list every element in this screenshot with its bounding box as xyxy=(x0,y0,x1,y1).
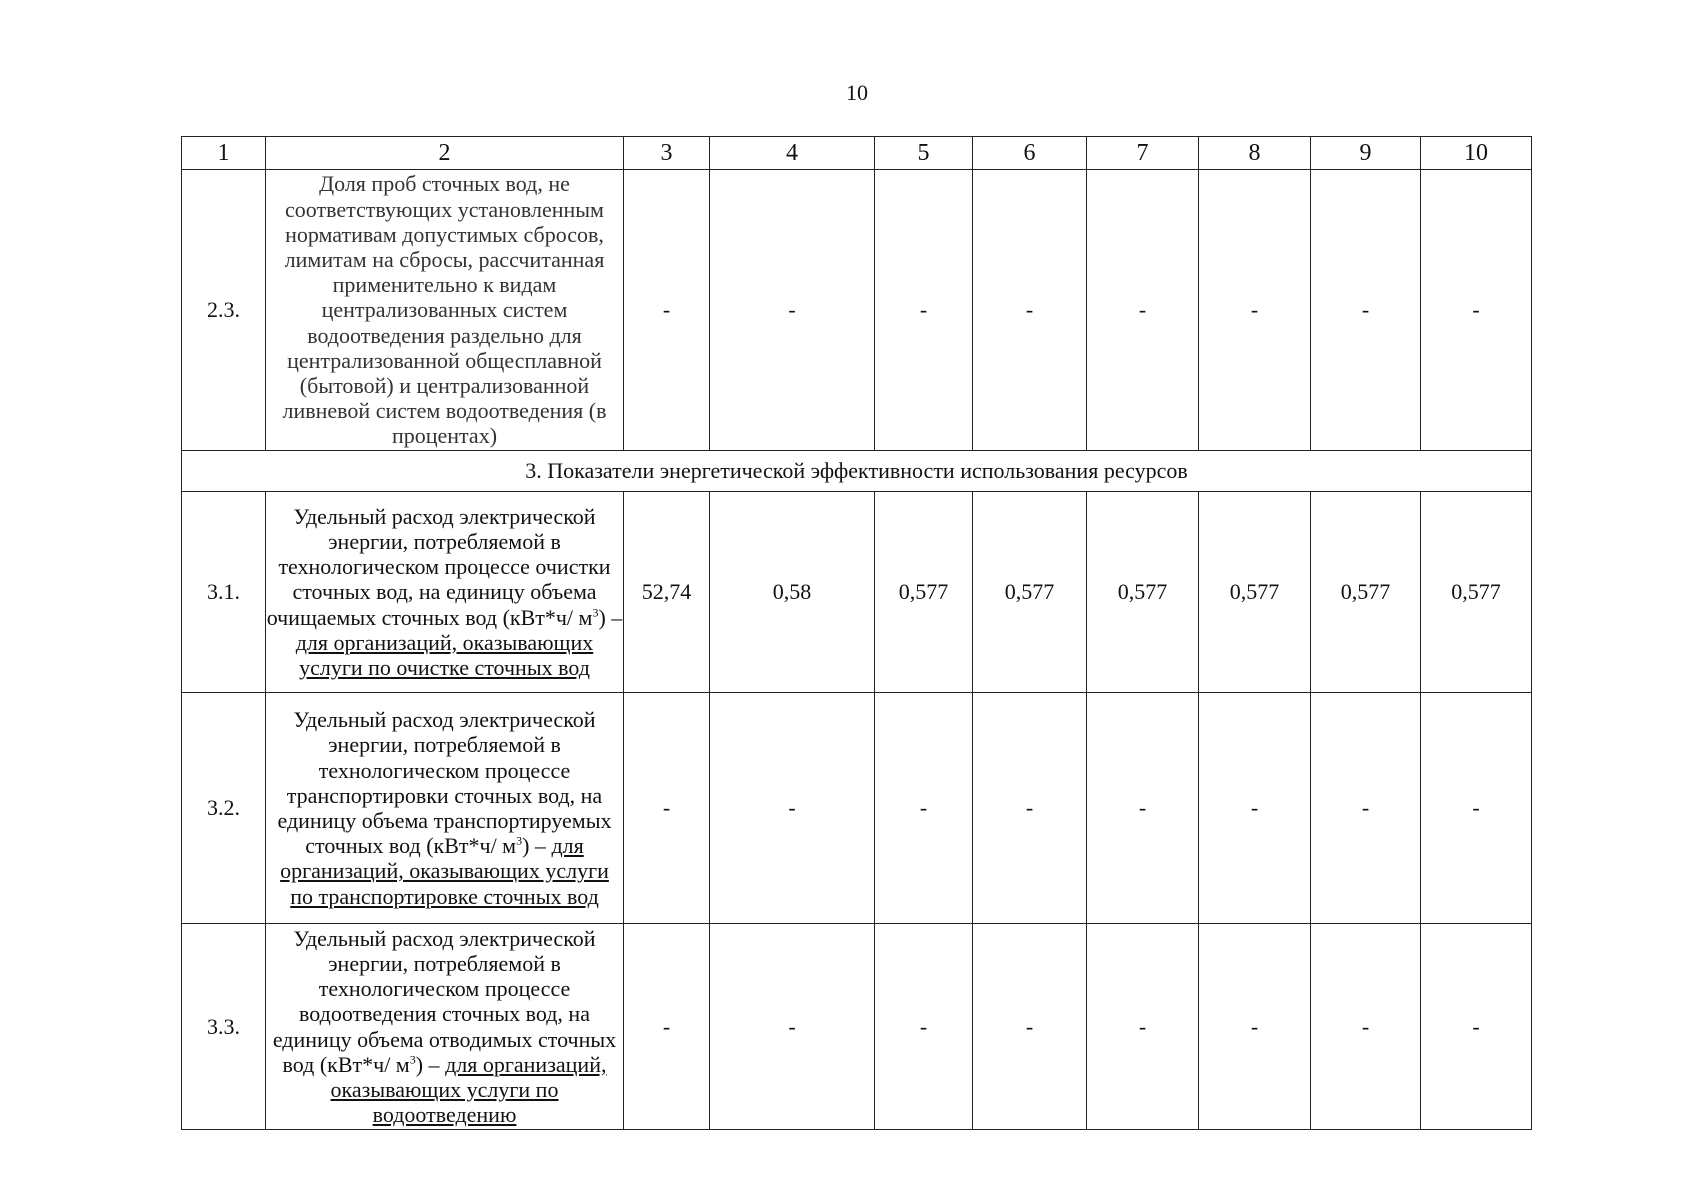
value-cell: - xyxy=(1421,924,1532,1130)
value-cell: - xyxy=(875,693,973,924)
value-cell: 0,577 xyxy=(1087,492,1199,693)
value-cell: - xyxy=(1199,924,1311,1130)
value-cell: - xyxy=(710,170,875,451)
header-cell: 10 xyxy=(1421,137,1532,170)
value-cell: - xyxy=(1311,924,1421,1130)
row-number: 3.2. xyxy=(182,693,266,924)
row-number: 3.1. xyxy=(182,492,266,693)
value-cell: 0,577 xyxy=(1199,492,1311,693)
underlined-note: для организаций, оказывающих услуги по транспортировке сточных вод xyxy=(280,833,609,909)
value-cell: 0,577 xyxy=(973,492,1087,693)
value-cell: - xyxy=(624,693,710,924)
value-cell: - xyxy=(1421,170,1532,451)
value-cell: - xyxy=(1087,924,1199,1130)
value-cell: 52,74 xyxy=(624,492,710,693)
value-cell: - xyxy=(875,924,973,1130)
value-cell: - xyxy=(1311,693,1421,924)
value-cell: - xyxy=(973,924,1087,1130)
value-cell: - xyxy=(624,170,710,451)
value-cell: - xyxy=(1199,693,1311,924)
page-number: 10 xyxy=(846,80,868,105)
indicator-description xyxy=(266,924,624,1130)
table-row xyxy=(182,693,1532,924)
header-cell: 9 xyxy=(1311,137,1421,170)
value-cell: 0,577 xyxy=(1311,492,1421,693)
description-text: Удельный расход электрической энергии, потребляемой в технологическом процессе водоотведения сточных вод, на единицу объема отводимых сточных вод (кВт*ч/ м xyxy=(272,925,617,1077)
value-cell: 0,577 xyxy=(1421,492,1532,693)
header-cell: 2 xyxy=(266,137,624,170)
value-cell: - xyxy=(1421,693,1532,924)
value-cell: - xyxy=(710,924,875,1130)
row-number: 2.3. xyxy=(182,170,266,451)
header-cell: 4 xyxy=(710,137,875,170)
description-text: Удельный расход электрической энергии, потребляемой в технологическом процессе транспортировки сточных вод, на единицу объема транспортируемых сточных вод (кВт*ч/ м xyxy=(277,707,612,859)
value-cell: 0,577 xyxy=(875,492,973,693)
value-cell: - xyxy=(875,170,973,451)
header-cell: 7 xyxy=(1087,137,1199,170)
superscript: 3 xyxy=(409,1052,416,1067)
table-row xyxy=(182,924,1532,1130)
indicator-description xyxy=(266,693,624,924)
value-cell: - xyxy=(973,170,1087,451)
row-number: 3.3. xyxy=(182,924,266,1130)
header-cell: 6 xyxy=(973,137,1087,170)
indicator-description xyxy=(266,492,624,693)
value-cell: - xyxy=(1199,170,1311,451)
header-row xyxy=(182,137,1532,170)
header-cell: 5 xyxy=(875,137,973,170)
section-row xyxy=(182,451,1532,492)
indicators-table xyxy=(181,136,1532,1130)
value-cell: 0,58 xyxy=(710,492,875,693)
value-cell: - xyxy=(973,693,1087,924)
table-row xyxy=(182,170,1532,451)
superscript: 3 xyxy=(516,833,523,848)
table-row xyxy=(182,492,1532,693)
description-text: ) – xyxy=(415,1051,446,1077)
value-cell: - xyxy=(624,924,710,1130)
underlined-note: для организаций, оказывающих услуги по водоотведению xyxy=(330,1051,607,1128)
description-text: ) – xyxy=(598,604,623,630)
description-text: ) – xyxy=(522,833,552,859)
section-title: 3. Показатели энергетической эффективности использования ресурсов xyxy=(182,451,1532,492)
header-cell: 1 xyxy=(182,137,266,170)
header-cell: 8 xyxy=(1199,137,1311,170)
value-cell: - xyxy=(1087,170,1199,451)
value-cell: - xyxy=(1087,693,1199,924)
description-text: Удельный расход электрической энергии, потребляемой в технологическом процессе очистки сточных вод, на единицу объема очищаемых сточных вод (кВт*ч/ м xyxy=(266,503,611,630)
indicator-description: Доля проб сточных вод, не соответствующих установленным нормативам допустимых сбросов, лимитам на сбросы, рассчитанная применительно к видам централизованных систем водоотведения раздельно для централизованной общесплавной (бытовой) и централизованной ливневой систем водоотведения (в процентах) xyxy=(266,170,624,451)
header-cell: 3 xyxy=(624,137,710,170)
value-cell: - xyxy=(1311,170,1421,451)
underlined-note: для организаций, оказывающих услуги по очистке сточных вод xyxy=(295,629,594,680)
value-cell: - xyxy=(710,693,875,924)
superscript: 3 xyxy=(592,605,599,620)
